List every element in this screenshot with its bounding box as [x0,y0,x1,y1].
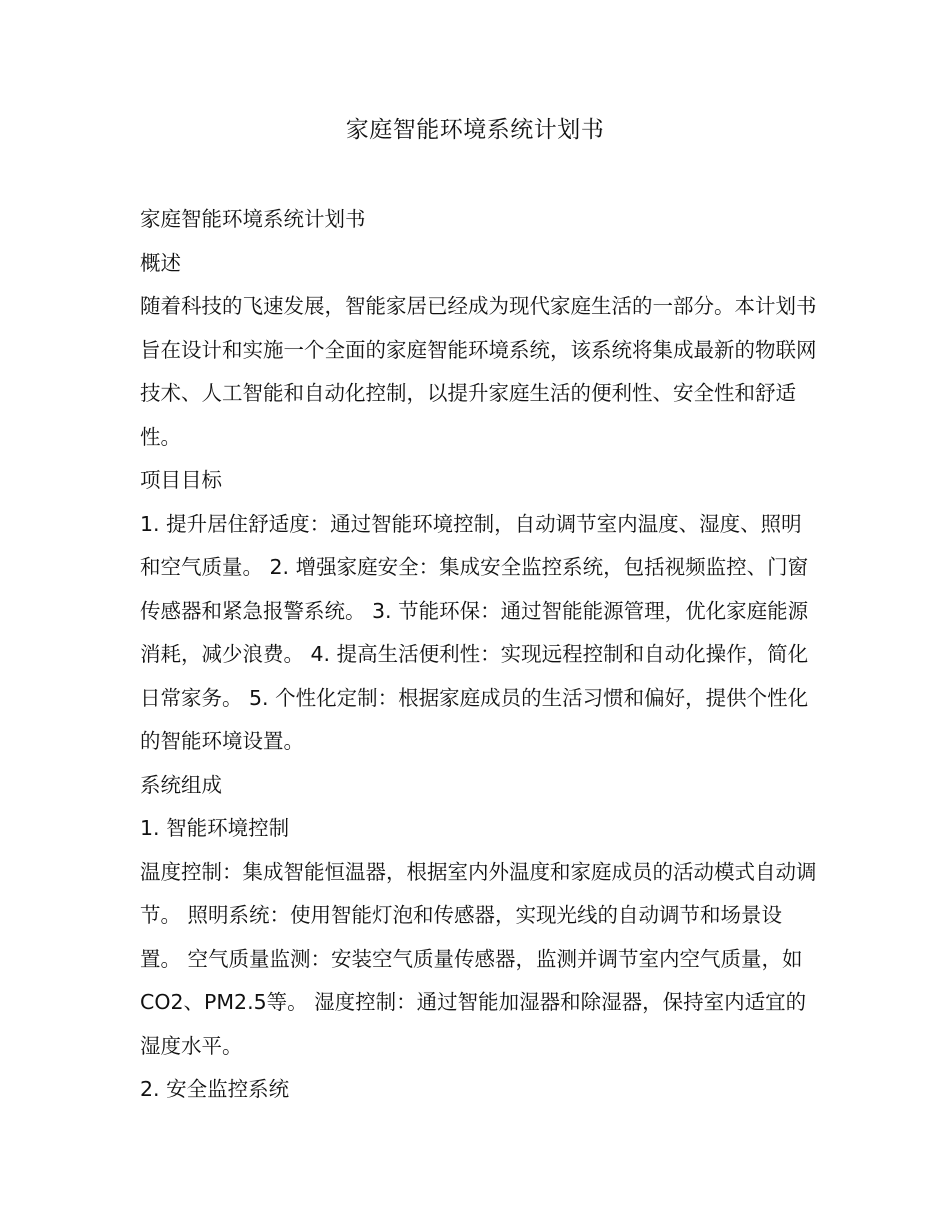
body-heading: 家庭智能环境系统计划书 [140,207,366,231]
overview-paragraph: 随着科技的飞速发展，智能家居已经成为现代家庭生活的一部分。本计划书旨在设计和实施一个全面的家庭智能环境系统，该系统将集成最新的物联网技术、人工智能和自动化控制，以提升家庭生活的便利性、安全性和舒适性。 [140,294,817,449]
section-heading-overview: 概述 [140,250,181,275]
document-body [140,198,820,1112]
section-heading-goals: 项目目标 [140,468,222,492]
subsection-heading-security: 2. 安全监控系统 [140,1077,290,1101]
section-heading-components: 系统组成 [140,772,222,797]
environment-control-paragraph: 温度控制：集成智能恒温器，根据室内外温度和家庭成员的活动模式自动调节。 照明系统：使用智能灯泡和传感器，实现光线的自动调节和场景设置。 空气质量监测：安装空气质量传感器，监测并调节室内空气质量，如CO2、PM2.5等。 湿度控制：通过智能加湿器和除湿器，保持室内适宜的湿度水平。 [140,859,817,1058]
document-title: 家庭智能环境系统计划书 [345,117,605,143]
goals-paragraph: 1. 提升居住舒适度：通过智能环境控制，自动调节室内温度、湿度、照明和空气质量。 2. 增强家庭安全：集成安全监控系统，包括视频监控、门窗传感器和紧急报警系统。 3. 节能环保：通过智能能源管理，优化家庭能源消耗，减少浪费。 4. 提高生活便利性：实现远程控制和自动化操作，简化日常家务。 5. 个性化定制：根据家庭成员的生活习惯和偏好，提供个性化的智能环境设置。 [140,511,809,753]
subsection-heading-environment-control: 1. 智能环境控制 [140,816,290,840]
